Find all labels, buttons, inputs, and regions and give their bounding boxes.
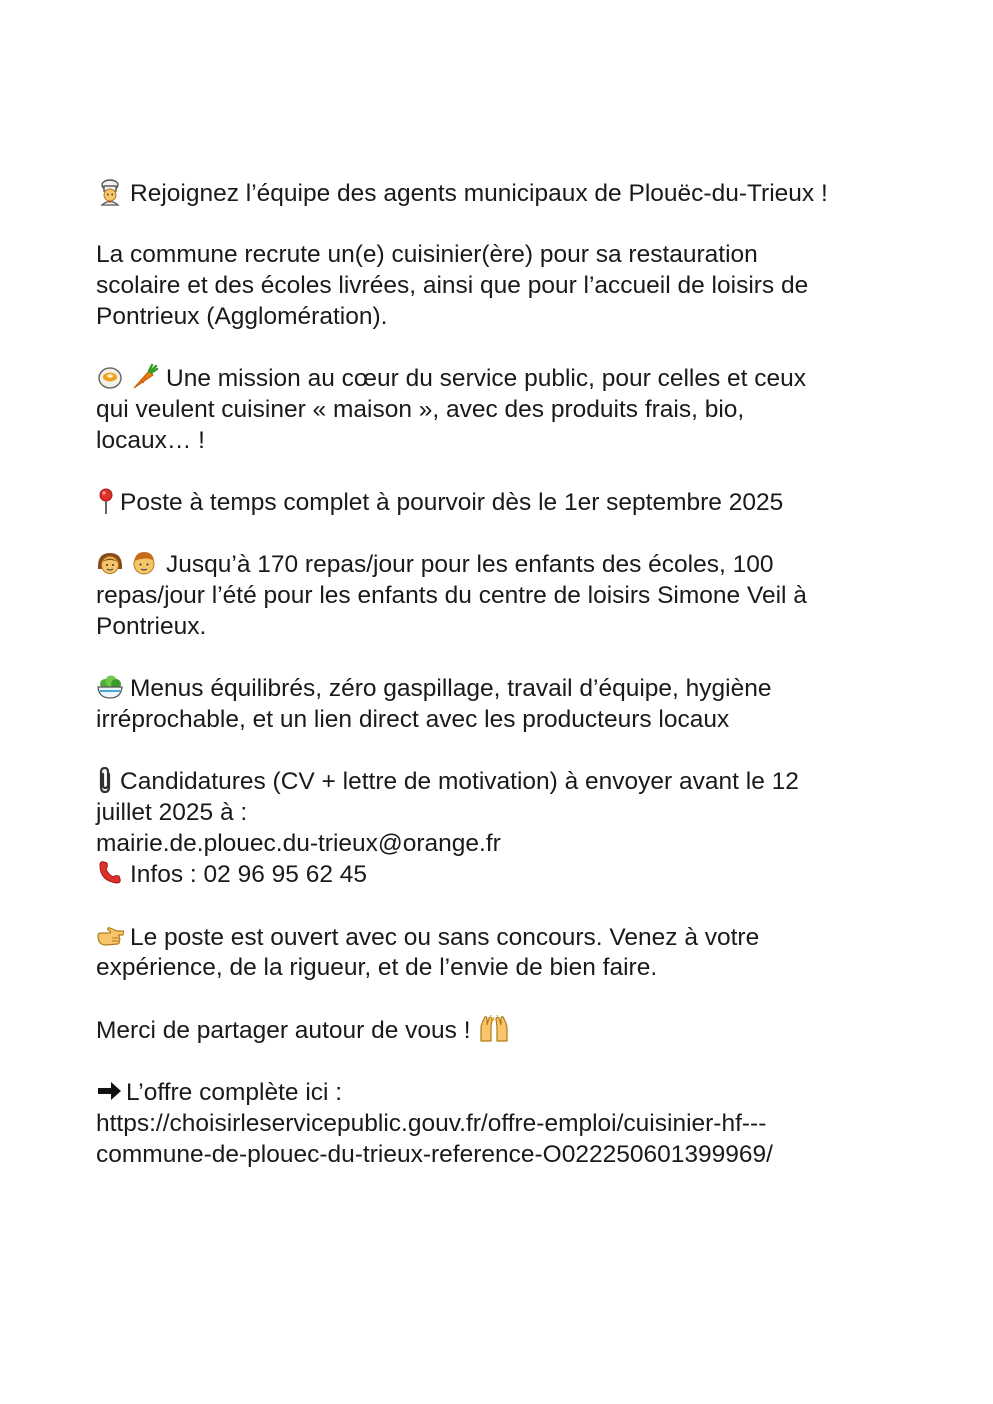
applications-paragraph <box>96 766 916 891</box>
mission-line: Une mission au cœur du service public, pour celles et ceux <box>166 365 807 393</box>
telephone-emoji-icon <box>96 859 124 887</box>
children-emoji-icon <box>96 549 160 577</box>
contact-phone: Infos : 02 96 95 62 45 <box>130 861 368 889</box>
meals-line: Jusqu’à 170 repas/jour pour les enfants des écoles, 100 <box>166 551 774 579</box>
job-post <box>96 178 916 1170</box>
conditions-line: Le poste est ouvert avec ou sans concours. Venez à votre <box>130 923 760 951</box>
mission-line: qui veulent cuisiner « maison », avec des produits frais, bio, <box>96 395 745 423</box>
offer-url-line[interactable]: commune-de-plouec-du-trieux-reference-O022250601399969/ <box>96 1140 773 1168</box>
offer-text: L’offre complète ici : <box>126 1079 343 1107</box>
mission-paragraph <box>96 363 916 456</box>
offer-url-line[interactable]: https://choisirleservicepublic.gouv.fr/offre-emploi/cuisinier-hf--- <box>96 1109 767 1137</box>
raised-hands-emoji-icon <box>477 1015 505 1043</box>
pin-emoji-icon <box>96 487 116 515</box>
conditions-paragraph <box>96 922 916 984</box>
intro-line: La commune recrute un(e) cuisinier(ère) pour sa restauration <box>96 241 758 269</box>
post-title-paragraph <box>96 178 916 210</box>
contact-email[interactable]: mairie.de.plouec.du-trieux@orange.fr <box>96 829 501 857</box>
mission-line: locaux… ! <box>96 426 205 454</box>
position-text: Poste à temps complet à pourvoir dès le 1er septembre 2025 <box>120 488 784 516</box>
meals-line: Pontrieux. <box>96 612 207 640</box>
salad-emoji-icon <box>96 673 124 701</box>
paperclip-emoji-icon <box>96 766 116 794</box>
menus-line: Menus équilibrés, zéro gaspillage, travail d’équipe, hygiène <box>130 675 772 703</box>
pointing-hand-emoji-icon <box>96 922 124 950</box>
food-and-carrot-emoji-icon <box>96 363 160 391</box>
chef-emoji-icon <box>96 178 124 206</box>
share-text: Merci de partager autour de vous ! <box>96 1016 471 1044</box>
intro-paragraph <box>96 240 916 332</box>
post-title: Rejoignez l’équipe des agents municipaux de Plouëc-du-Trieux ! <box>130 180 828 207</box>
meals-line: repas/jour l’été pour les enfants du centre de loisirs Simone Veil à <box>96 582 807 610</box>
intro-line: Pontrieux (Agglomération). <box>96 302 388 330</box>
applications-line: Candidatures (CV + lettre de motivation) à envoyer avant le 12 <box>120 768 799 796</box>
conditions-line: expérience, de la rigueur, et de l’envie de bien faire. <box>96 954 658 982</box>
share-paragraph <box>96 1015 916 1047</box>
intro-line: scolaire et des écoles livrées, ainsi que pour l’accueil de loisirs de <box>96 272 809 300</box>
position-paragraph <box>96 487 916 519</box>
menus-paragraph <box>96 673 916 735</box>
applications-line: juillet 2025 à : <box>96 798 248 826</box>
offer-paragraph <box>96 1077 916 1170</box>
right-arrow-emoji-icon <box>96 1077 122 1105</box>
meals-paragraph <box>96 549 916 642</box>
menus-line: irréprochable, et un lien direct avec les producteurs locaux <box>96 705 730 733</box>
